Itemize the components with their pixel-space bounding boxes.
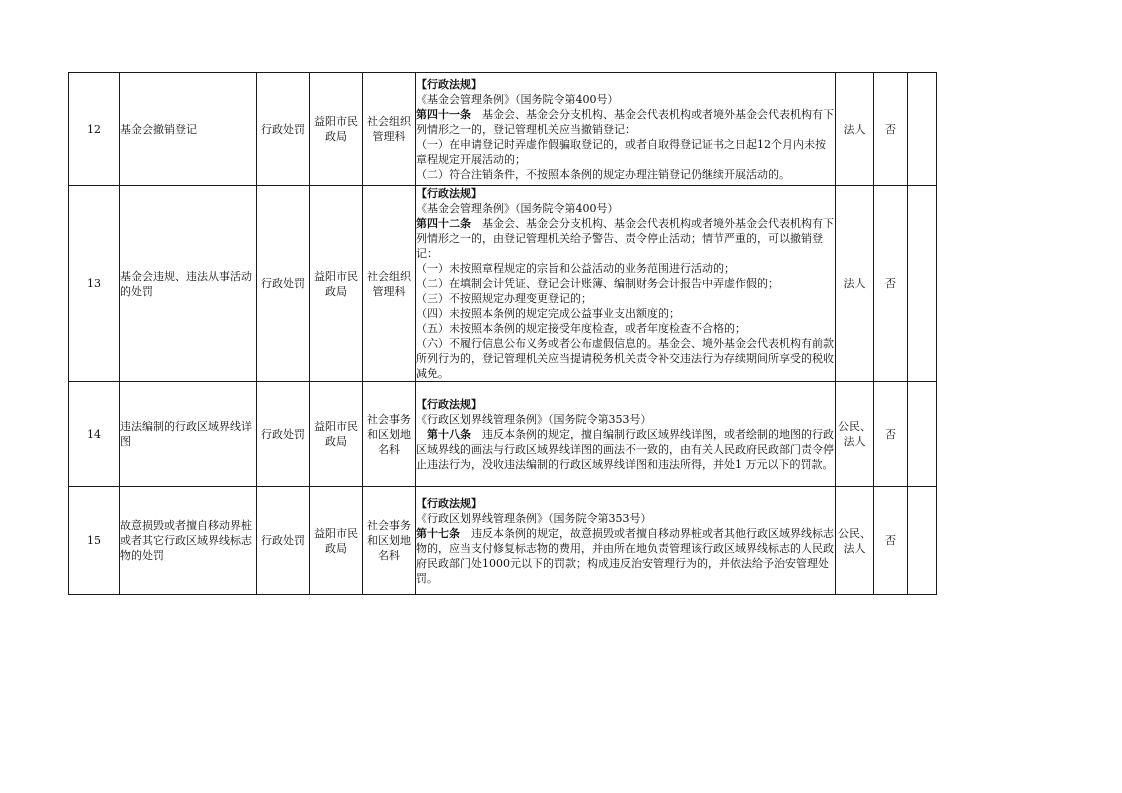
article-text: 违反本条例的规定，故意损毁或者擅自移动界桩或者其他行政区域界线标志物的，应当支付修复标志物的费用，并由所在地负责管理该行政区域界线标志的人民政府民政部门处1000元以下的罚款；构成违反治安管理行为的，并依法给予治安管理处罚。 <box>416 526 834 585</box>
article-paragraph <box>416 107 835 137</box>
applicable-subject: 公民、法人 <box>836 487 874 595</box>
table-row <box>69 186 937 382</box>
responsible-office: 社会组织管理科 <box>363 73 416 186</box>
implementing-dept: 益阳市民政局 <box>310 186 363 382</box>
article-item: （一）在申请登记时弄虚作假骗取登记的，或者自取得登记证书之日起12个月内未按章程规定开展活动的； <box>416 137 826 166</box>
yes-no-flag: 否 <box>874 73 908 186</box>
item-name: 基金会违规、违法从事活动的处罚 <box>120 186 257 382</box>
article-text: 违反本条例的规定，擅自编制行政区域界线详图，或者绘制的地图的行政区域界线的画法与行政区域界线详图的画法不一致的，由有关人民政府民政部门责令停止违法行为，没收违法编制的行政区域界线详图和违法所得，并处1 万元以下的罚款。 <box>416 427 834 471</box>
article-text: 基金会、基金会分支机构、基金会代表机构或者境外基金会代表机构有下列情形之一的，登记管理机关应当撤销登记： <box>416 107 834 136</box>
yes-no-flag: 否 <box>874 382 908 487</box>
responsible-office: 社会事务和区划地名科 <box>363 487 416 595</box>
article-item: （二）符合注销条件，不按照本条例的规定办理注销登记仍继续开展活动的。 <box>416 167 790 181</box>
yes-no-flag: 否 <box>874 186 908 382</box>
item-name: 基金会撤销登记 <box>120 73 257 186</box>
basis-heading: 【行政法规】 <box>416 77 482 91</box>
regulation-title: 《行政区划界线管理条例》（国务院令第353号） <box>416 511 652 525</box>
article-number: 第十七条 <box>416 526 460 540</box>
legal-basis <box>416 487 836 595</box>
legal-basis <box>416 382 836 487</box>
item-name: 违法编制的行政区域界线详图 <box>120 382 257 487</box>
article-paragraph <box>416 216 835 261</box>
applicable-subject: 公民、法人 <box>836 382 874 487</box>
responsible-office: 社会组织管理科 <box>363 186 416 382</box>
row-number: 13 <box>69 186 120 382</box>
remarks-cell <box>908 73 937 186</box>
article-item: （二）在填制会计凭证、登记会计账簿、编制财务会计报告中弄虚作假的； <box>416 277 779 290</box>
table-row <box>69 73 937 186</box>
row-number: 14 <box>69 382 120 487</box>
penalty-table <box>68 72 937 595</box>
article-number: 第十八条 <box>416 427 471 441</box>
article-item: （四）未按照本条例的规定完成公益事业支出额度的； <box>416 307 680 320</box>
basis-heading: 【行政法规】 <box>416 187 482 200</box>
article-item: （三）不按照规定办理变更登记的； <box>416 292 592 305</box>
row-number: 15 <box>69 487 120 595</box>
implementing-dept: 益阳市民政局 <box>310 487 363 595</box>
item-category: 行政处罚 <box>257 186 310 382</box>
yes-no-flag: 否 <box>874 487 908 595</box>
applicable-subject: 法人 <box>836 186 874 382</box>
applicable-subject: 法人 <box>836 73 874 186</box>
item-category: 行政处罚 <box>257 73 310 186</box>
basis-heading: 【行政法规】 <box>416 496 482 510</box>
table-body <box>69 73 937 595</box>
legal-basis <box>416 73 836 186</box>
item-category: 行政处罚 <box>257 487 310 595</box>
article-paragraph <box>416 427 835 472</box>
item-name: 故意损毁或者擅自移动界桩或者其它行政区域界线标志物的处罚 <box>120 487 257 595</box>
implementing-dept: 益阳市民政局 <box>310 73 363 186</box>
article-number: 第四十二条 <box>416 217 471 230</box>
basis-heading: 【行政法规】 <box>416 397 482 411</box>
remarks-cell <box>908 186 937 382</box>
responsible-office: 社会事务和区划地名科 <box>363 382 416 487</box>
item-category: 行政处罚 <box>257 382 310 487</box>
article-item: （五）未按照本条例的规定接受年度检查，或者年度检查不合格的； <box>416 322 746 335</box>
table-row <box>69 487 937 595</box>
regulation-title: 《行政区划界线管理条例》（国务院令第353号） <box>416 412 652 426</box>
implementing-dept: 益阳市民政局 <box>310 382 363 487</box>
regulation-title: 《基金会管理条例》（国务院令第400号） <box>416 92 619 106</box>
table-row <box>69 382 937 487</box>
article-item: （六）不履行信息公布义务或者公布虚假信息的。基金会、境外基金会代表机构有前款所列行为的，登记管理机关应当提请税务机关责令补交违法行为存续期间所享受的税收减免。 <box>416 337 834 380</box>
article-number: 第四十一条 <box>416 107 471 121</box>
row-number: 12 <box>69 73 120 186</box>
remarks-cell <box>908 382 937 487</box>
article-paragraph <box>416 526 835 586</box>
regulation-title: 《基金会管理条例》（国务院令第400号） <box>416 202 619 215</box>
remarks-cell <box>908 487 937 595</box>
article-item: （一）未按照章程规定的宗旨和公益活动的业务范围进行活动的； <box>416 262 735 275</box>
article-text: 基金会、基金会分支机构、基金会代表机构或者境外基金会代表机构有下列情形之一的，由登记管理机关给予警告、责令停止活动；情节严重的，可以撤销登记： <box>416 217 834 260</box>
legal-basis <box>416 186 836 382</box>
